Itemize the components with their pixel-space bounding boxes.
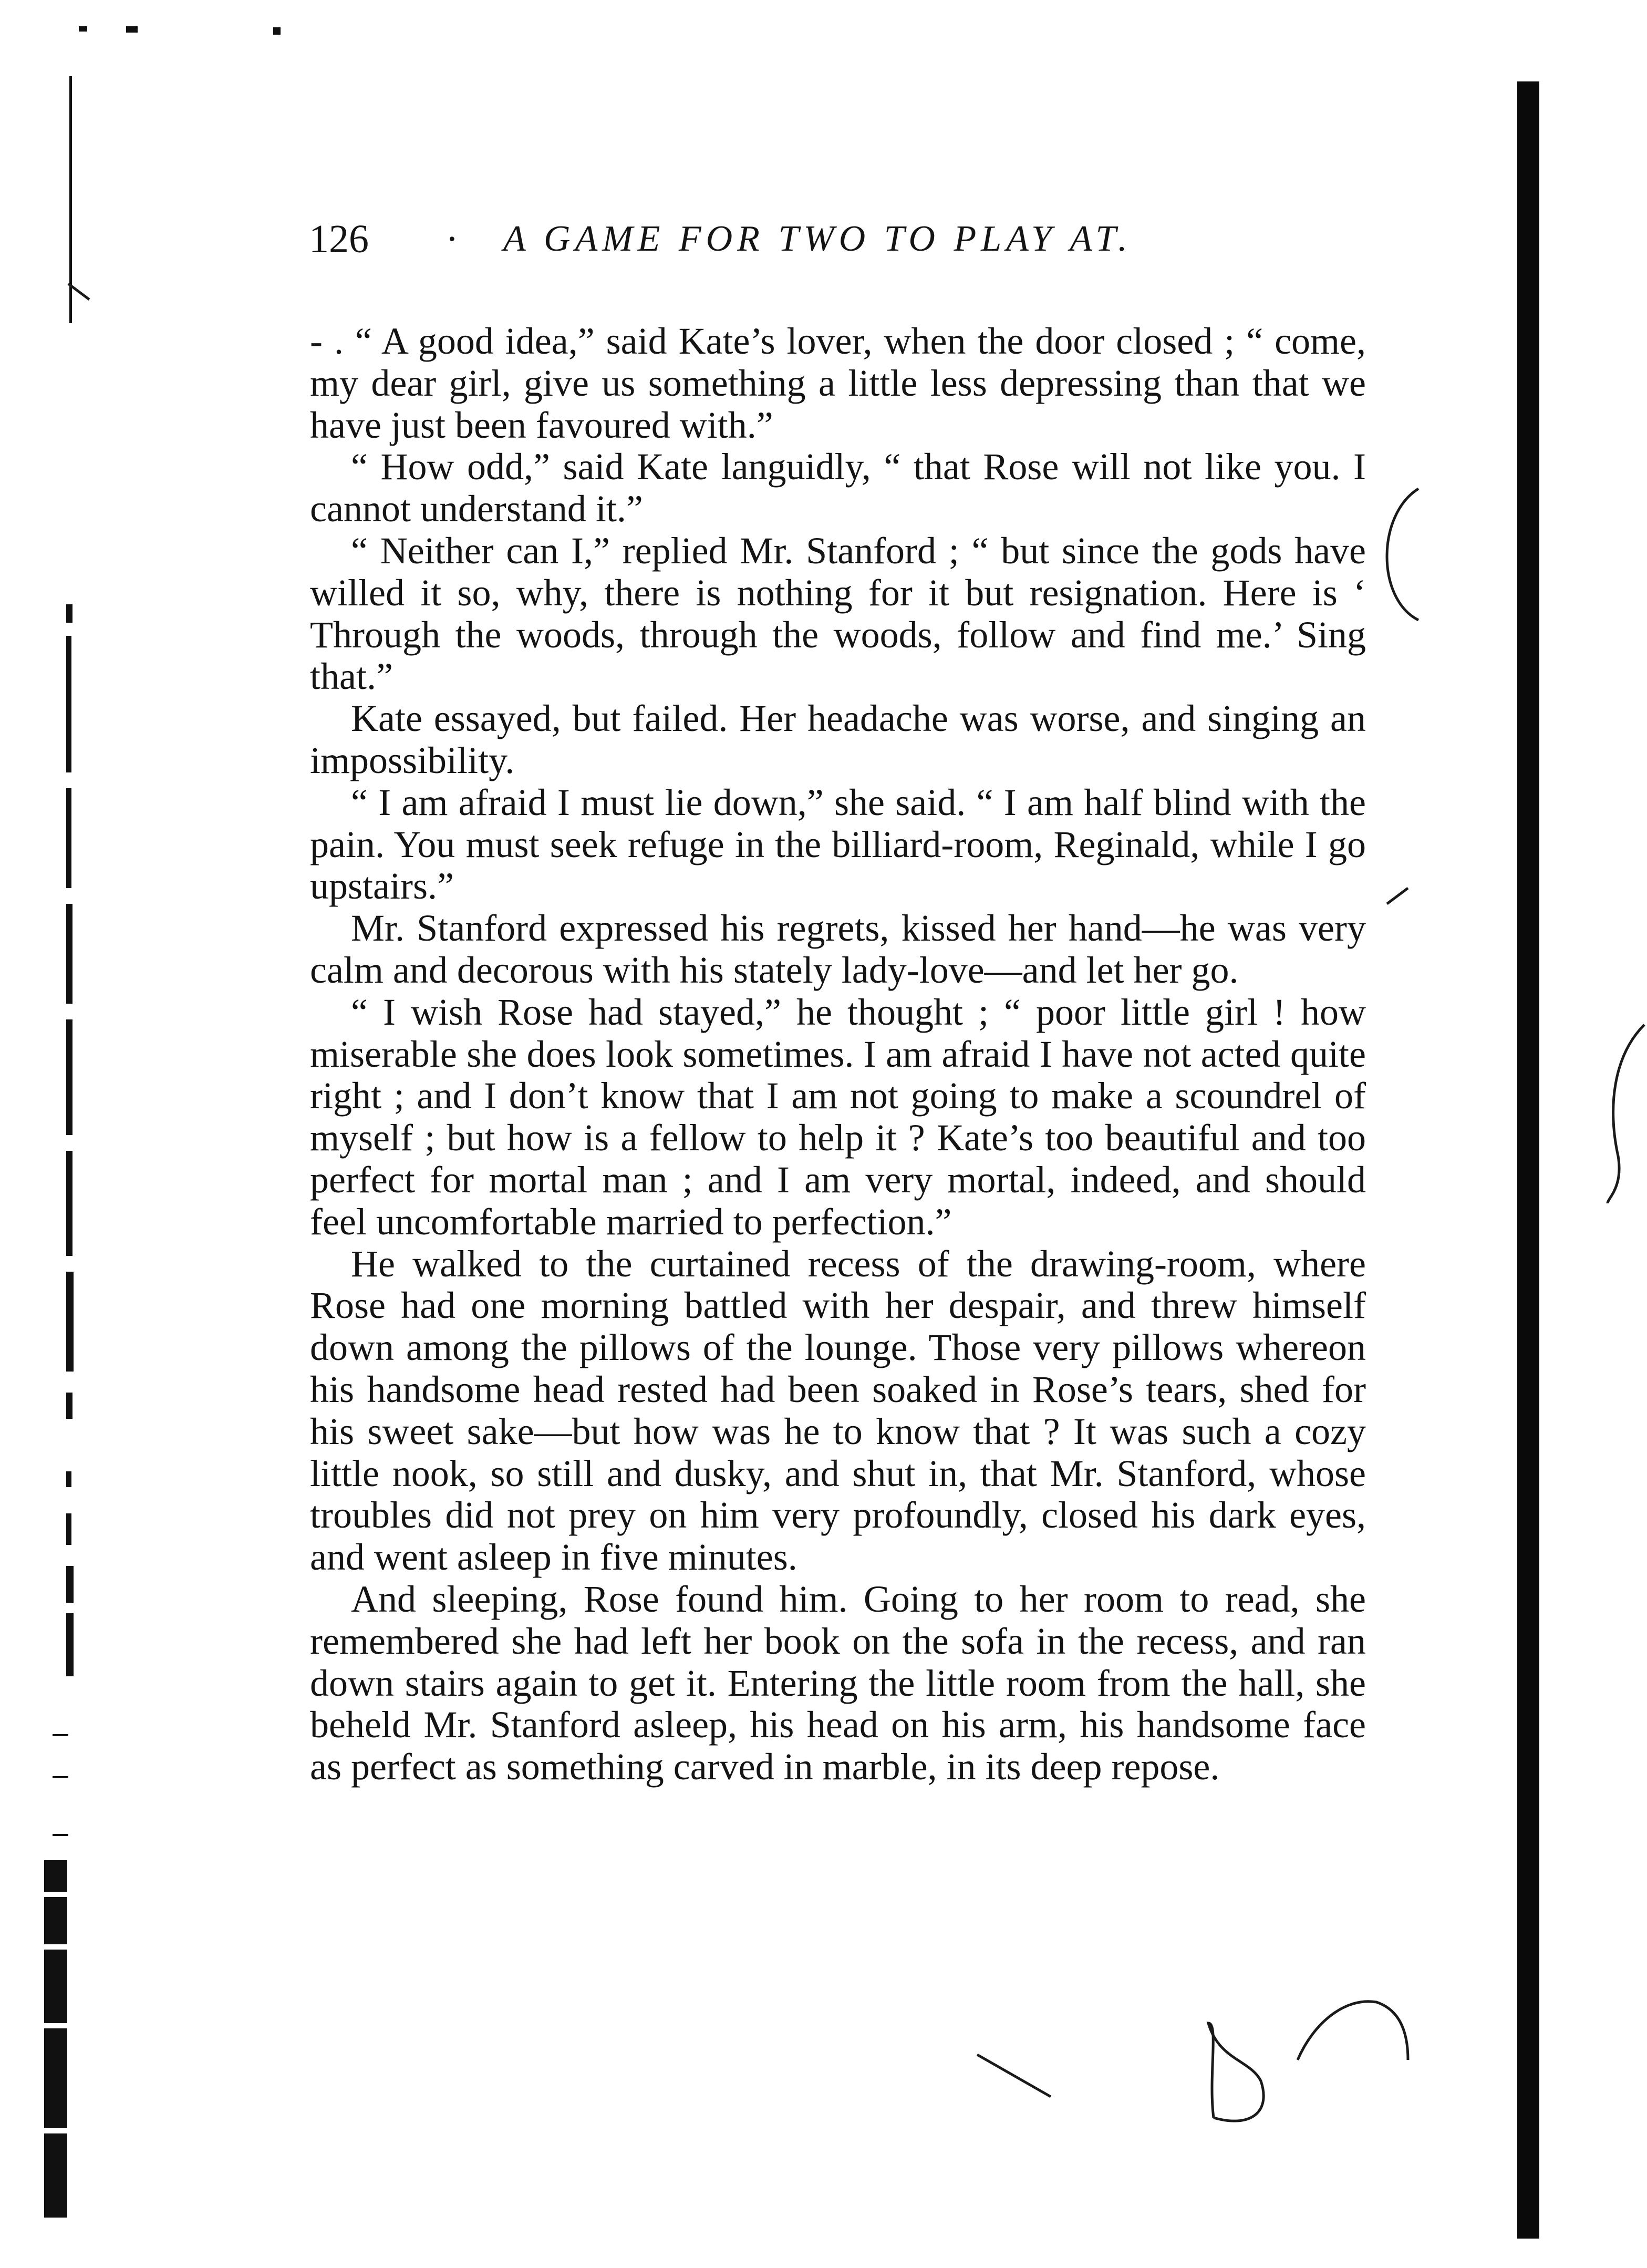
body-text: [310, 321, 1366, 1788]
paragraph: Kate essayed, but failed. Her headache was worse, and singing an impossibility.: [310, 697, 1366, 781]
binding-edge-bar: [1517, 81, 1539, 2239]
paragraph: “ I wish Rose had stayed,” he thought ; “ poor little girl ! how miserable she does look sometimes. I am afraid I have not acted quite right ; and I don’t know that I am not going to make a scoundrel of myself ; but how is a fellow to help it ? Kate’s too beautiful and too perfect for mortal man ; and I am very mortal, indeed, and should feel uncomfortable married to perfection.”: [310, 991, 1366, 1243]
paragraph: Mr. Stanford expressed his regrets, kissed her hand—he was very calm and decorous with his stately lady-love—and let her go.: [310, 907, 1366, 991]
running-header: [309, 213, 1375, 265]
paragraph: And sleeping, Rose found him. Going to her room to read, she remembered she had left her book on the sofa in the recess, and ran down stairs again to get it. Entering the little room from the hall, she beheld Mr. Stanford asleep, his head on his arm, his handsome face as perfect as something carved in marble, in its deep repose.: [310, 1578, 1366, 1788]
paragraph: “ Neither can I,” replied Mr. Stanford ; “ but since the gods have willed it so, why, there is nothing for it but resignation. Here is ‘ Through the woods, through the woods, follow and find me.’ Sing that.”: [310, 529, 1366, 698]
paragraph: “ How odd,” said Kate languidly, “ that Rose will not like you. I cannot understand it.”: [310, 446, 1366, 530]
running-title: A GAME FOR TWO TO PLAY AT.: [503, 219, 1132, 259]
paragraph: He walked to the curtained recess of the drawing-room, where Rose had one morning battled with her despair, and threw himself down among the pillows of the lounge. Those very pillows whereon his handsome head rested had been soaked in Rose’s tears, shed for his sweet sake—but how was he to know that ? It was such a cozy little nook, so still and dusky, and shut in, that Mr. Stanford, whose troubles did not prey on him very profoundly, closed his dark eyes, and went asleep in five minutes.: [310, 1242, 1366, 1579]
paragraph: “ I am afraid I must lie down,” she said. “ I am half blind with the pain. You must seek refuge in the billiard-room, Reginald, while I go upstairs.”: [310, 781, 1366, 908]
page-number: 126: [309, 217, 369, 261]
header-separator: ·: [446, 218, 459, 261]
left-margin-streaks: [44, 26, 281, 2218]
paragraph: - . “ A good idea,” said Kate’s lover, when the door closed ; “ come, my dear girl, give us something a little less depressing than that we have just been favoured with.”: [310, 320, 1366, 446]
